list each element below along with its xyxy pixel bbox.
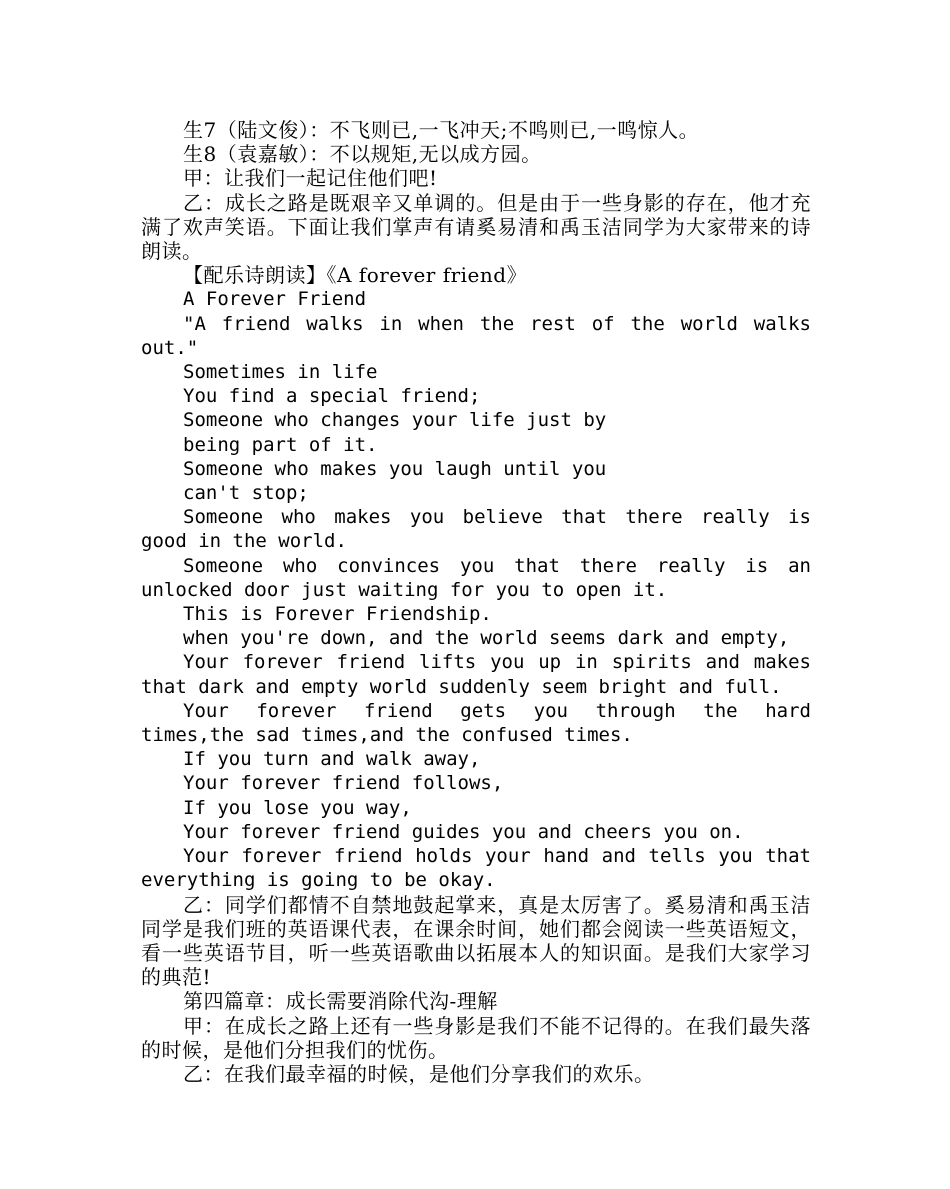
poem-line: when you're down, and the world seems dark and empty, [183,627,790,650]
paragraph: 甲：在成长之路上还有一些身影是我们不能不记得的。在我们最失落的时候，是他们分担我们的忧伤。 [141,1013,811,1062]
poem-title: A Forever Friend [183,288,367,311]
poem-line: being part of it. [183,433,378,456]
poem-line: If you turn and walk away, [183,748,481,771]
poem-line: Someone who makes you believe that there really is good in the world. [141,506,811,553]
poem-line: Your forever friend holds your hand and tells you that everything is going to be okay. [141,845,811,892]
paragraph: 甲：让我们一起记住他们吧! [183,166,438,191]
paragraph: 乙：成长之路是既艰辛又单调的。但是由于一些身影的存在，他才充满了欢声笑语。下面让我们掌声有请奚易清和禹玉洁同学为大家带来的诗朗读。 [141,190,811,264]
paragraph: 生7（陆文俊）：不飞则已,一飞冲天;不鸣则已,一鸣惊人。 [183,118,700,142]
poem-line: Your forever friend guides you and cheers you on. [183,820,744,843]
poem-line: "A friend walks in when the rest of the world walks out." [141,312,811,359]
poem-line: Your forever friend lifts you up in spirits and makes that dark and empty world suddenly seem bright and full. [141,651,811,698]
poem-line: Sometimes in life [183,361,378,384]
paragraph: 乙：同学们都情不自禁地鼓起掌来，真是太厉害了。奚易清和禹玉洁同学是我们班的英语课代表，在课余时间，她们都会阅读一些英语短文，看一些英语节目，听一些英语歌曲以拓展本人的知识面。是我们大家学习的典范! [141,892,811,990]
poem-line: Your forever friend follows, [183,772,504,795]
poem-line: Someone who changes your life just by [183,409,607,432]
poem-line: This is Forever Friendship. [183,603,492,626]
paragraph: 【配乐诗朗读】《A forever friend》 [183,263,528,288]
section-heading: 第四篇章：成长需要消除代沟-理解 [183,989,498,1014]
paragraph: 乙：在我们最幸福的时候，是他们分享我们的欢乐。 [183,1061,655,1086]
poem-line: can't stop; [183,482,309,505]
poem-line: Someone who makes you laugh until you [183,457,607,480]
poem-line: Someone who convinces you that there really is an unlocked door just waiting for you to open it. [141,554,811,601]
poem-line: If you lose you way, [183,796,412,819]
poem-line: Your forever friend gets you through the hard times,the sad times,and the confused times. [141,699,811,747]
poem-line: You find a special friend; [183,385,481,408]
document-body [141,118,811,1086]
paragraph: 生8（袁嘉敏）：不以规矩,无以成方园。 [183,142,542,167]
